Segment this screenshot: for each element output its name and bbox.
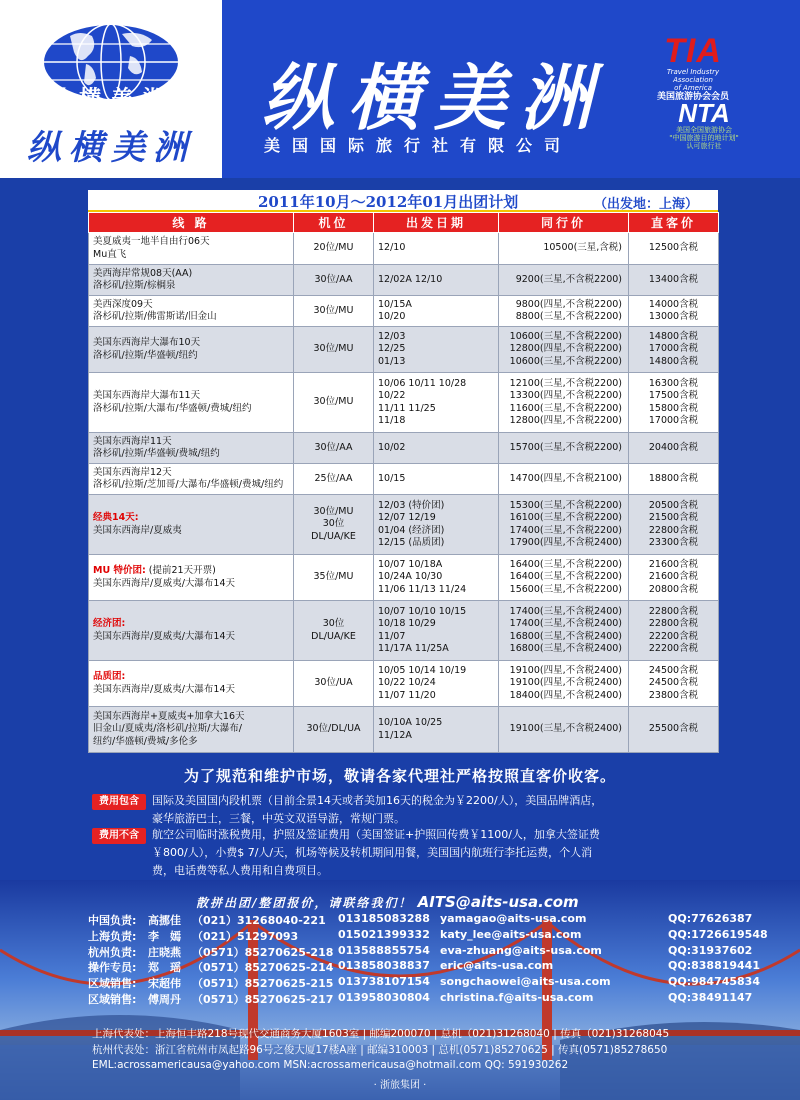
table-row — [89, 327, 719, 373]
direct-price-cell: 21600含税 21600含税 20800含税 — [629, 555, 719, 601]
header-dates: 出发日期 — [374, 213, 499, 233]
header — [0, 0, 800, 178]
contact-mobile: 013738107154 — [338, 975, 430, 989]
contact-mobile: 013858038837 — [338, 959, 430, 973]
trade-price-cell: 10600(三星,不含税2200) 12800(四星,不含税2200) 10600(三星,不含税2200) — [499, 327, 629, 373]
office-addresses — [92, 1027, 669, 1074]
direct-price-cell: 12500含税 — [629, 233, 719, 265]
dates-cell: 10/07 10/10 10/15 10/18 10/29 11/07 11/17A 11/25A — [374, 601, 499, 661]
route-text: 美国东西海岸/夏威夷/大瀑布14天 — [93, 683, 235, 695]
contact-qq: QQ:31937602 — [668, 943, 753, 957]
tia-line3: 美国旅游协会会员 — [656, 92, 729, 102]
dates-cell: 10/15 — [374, 464, 499, 495]
contact-qq: QQ:77626387 — [668, 912, 753, 925]
trade-price-cell: 9800(四星,不含税2200) 8800(三星,不含税2200) — [499, 296, 629, 327]
table-row — [89, 233, 719, 265]
table-row — [89, 265, 719, 296]
contact-qq: QQ:1726619548 — [668, 927, 768, 941]
tia-line1: Travel Industry Association — [666, 68, 720, 84]
trade-price-cell: 12100(三星,不含税2200) 13300(四星,不含税2200) 11600(三星,不含税2200) 12800(四星,不含税2200) — [499, 373, 629, 433]
logo — [0, 0, 222, 178]
dates-cell: 12/02A 12/10 — [374, 265, 499, 296]
contact-role: 中国负责: — [88, 914, 137, 927]
tour-table — [88, 212, 719, 753]
contact-name: 高挪佳 — [148, 914, 181, 927]
route-text: 美国东西海岸/夏威夷/大瀑布14天 — [93, 630, 235, 642]
direct-price-cell: 20500含税 21500含税 22800含税 23300含税 — [629, 495, 719, 555]
table-row — [89, 495, 719, 555]
contact-mobile: 013958030804 — [338, 990, 430, 1004]
table-row — [89, 433, 719, 464]
contact-qq: QQ:984745834 — [668, 975, 760, 989]
seat-cell: 30位/MU 30位 DL/UA/KE — [294, 495, 374, 555]
fee-excluded-text: 航空公司临时涨税费用，护照及签证费用（美国签证+护照回传费￥1100/人，加拿大签证费 ￥800/人），小费$ 7/人/天，机场等候及转机期间用餐，美国国内航班行李托运费，个人消 费，电话费等私人费用和自费项目。 — [152, 828, 600, 877]
route-cell: 美国东西海岸大瀑布10天 洛杉矶/拉斯/华盛顿/纽约 — [89, 327, 294, 373]
contact-mobile: 013588855754 — [338, 943, 430, 957]
brand-subtitle: 美国国际旅行社有限公司 — [264, 136, 573, 155]
contact-role: 区域销售: — [88, 977, 137, 991]
table-row — [89, 464, 719, 495]
route-cell — [89, 495, 294, 555]
direct-price-cell: 16300含税 17500含税 15800含税 17000含税 — [629, 373, 719, 433]
logo-big-text: 纵横美洲 — [27, 128, 195, 168]
direct-price-cell: 22800含税 22800含税 22200含税 22200含税 — [629, 601, 719, 661]
route-text: 美国东西海岸/夏威夷/大瀑布14天 — [93, 577, 235, 589]
direct-price-cell: 13400含税 — [629, 265, 719, 296]
contact-phone: （0571）85270625-215 — [192, 977, 334, 991]
contact-phone: （0571）85270625-214 — [192, 961, 334, 975]
contact-phone: （021）51297093 — [192, 929, 299, 943]
dates-cell: 10/05 10/14 10/19 10/22 10/24 11/07 11/20 — [374, 661, 499, 707]
dates-cell: 12/03 12/25 01/13 — [374, 327, 499, 373]
trade-price-cell: 19100(三星,不含税2400) — [499, 707, 629, 753]
table-row — [89, 373, 719, 433]
contact-heading — [196, 893, 579, 911]
route-cell: 美夏威夷一地半自由行06天 Mu直飞 — [89, 233, 294, 265]
seat-cell: 20位/MU — [294, 233, 374, 265]
contact-name: 傅周丹 — [148, 992, 181, 1006]
nta-line1: 美国全国旅游协会 — [676, 126, 732, 134]
contact-role: 上海负责: — [88, 929, 137, 943]
route-cell: 美西海岸常规08天(AA) 洛杉矶/拉斯/棕榈泉 — [89, 265, 294, 296]
contact-email[interactable]: katy_lee@aits-usa.com — [440, 927, 582, 941]
contact-email[interactable]: songchaowei@aits-usa.com — [440, 975, 611, 989]
route-cell — [89, 555, 294, 601]
dates-cell: 12/03 (特价团) 12/07 12/19 01/04 (经济团) 12/15 (品质团) — [374, 495, 499, 555]
route-text: 美国东西海岸/夏威夷 — [93, 524, 182, 536]
seat-cell: 30位/AA — [294, 265, 374, 296]
route-cell — [89, 661, 294, 707]
contact-email[interactable]: eva-zhuang@aits-usa.com — [440, 943, 602, 957]
contact-name: 庄晓燕 — [148, 945, 181, 959]
seat-cell: 30位 DL/UA/KE — [294, 601, 374, 661]
group-name: · 浙旅集团 · — [373, 1080, 427, 1091]
seat-cell: 25位/AA — [294, 464, 374, 495]
contact-role: 杭州负责: — [88, 945, 137, 959]
contact-phone: （0571）85270625-217 — [192, 992, 334, 1006]
table-row — [89, 707, 719, 753]
seat-cell: 30位/MU — [294, 296, 374, 327]
table-row — [89, 601, 719, 661]
route-cell — [89, 601, 294, 661]
contact-qq: QQ:838819441 — [668, 959, 760, 973]
brand-title: 纵横美洲 — [262, 55, 607, 140]
table-row — [89, 555, 719, 601]
route-cell: 美西深度09天 洛杉矶/拉斯/佛雷斯诺/旧金山 — [89, 296, 294, 327]
contact-email[interactable]: yamagao@aits-usa.com — [440, 912, 587, 925]
nta-line2: "中国旅游目的地计划" — [669, 134, 739, 142]
trade-price-cell: 17400(三星,不含税2400) 17400(三星,不含税2400) 16800(三星,不含税2400) 16800(三星,不含税2400) — [499, 601, 629, 661]
route-tag: MU 特价团: — [93, 565, 146, 576]
header-direct-price: 直客价 — [629, 213, 719, 233]
trade-price-cell: 10500(三星,含税) — [499, 233, 629, 265]
dates-cell: 10/10A 10/25 11/12A — [374, 707, 499, 753]
pricing-notice: 为了规范和维护市场，敬请各家代理社严格按照直客价收客。 — [183, 767, 616, 785]
hangzhou-office: 杭州代表处：浙江省杭州市凤起路96号之俊大厦17楼A座 | 邮编310003 | 总机(0571)85270625 | 传真(0571)85278650 — [92, 1043, 668, 1056]
seat-cell: 30位/UA — [294, 661, 374, 707]
nta-line3: 认可旅行社 — [686, 142, 722, 150]
trade-price-cell: 15700(三星,不含税2200) — [499, 433, 629, 464]
online-contacts: EML:acrossamericausa@yahoo.com MSN:acrossamericausa@hotmail.com QQ: 591930262 — [92, 1059, 569, 1071]
route-tag-note: (提前21天开票) — [145, 565, 216, 576]
tia-mark: TIA — [664, 32, 722, 70]
nta-mark: NTA — [678, 98, 730, 128]
table-row — [89, 296, 719, 327]
fee-included-label: 费用包含 — [92, 794, 146, 810]
trade-price-cell: 19100(四星,不含税2400) 19100(四星,不含税2400) 18400(四星,不含税2400) — [499, 661, 629, 707]
trade-price-cell: 16400(三星,不含税2200) 16400(三星,不含税2200) 15600(三星,不含税2200) — [499, 555, 629, 601]
header-trade-price: 同行价 — [499, 213, 629, 233]
direct-price-cell: 14800含税 17000含税 14800含税 — [629, 327, 719, 373]
nta-badge — [665, 100, 743, 150]
tia-line2: of America — [674, 84, 712, 92]
contact-email[interactable]: eric@aits-usa.com — [440, 959, 554, 973]
contact-role: 操作专员: — [88, 961, 137, 975]
seat-cell: 30位/AA — [294, 433, 374, 464]
contact-name: 宋超伟 — [148, 977, 181, 991]
route-tag: 品质团: — [93, 671, 126, 682]
direct-price-cell: 24500含税 24500含税 23800含税 — [629, 661, 719, 707]
direct-price-cell: 14000含税 13000含税 — [629, 296, 719, 327]
fee-excluded-label: 费用不含 — [92, 828, 146, 844]
dates-cell: 10/06 10/11 10/28 10/22 11/11 11/25 11/18 — [374, 373, 499, 433]
route-cell: 美国东西海岸11天 洛杉矶/拉斯/华盛顿/费城/纽约 — [89, 433, 294, 464]
seat-cell: 30位/DL/UA — [294, 707, 374, 753]
dates-cell: 12/10 — [374, 233, 499, 265]
route-tag: 经典14天: — [93, 512, 139, 523]
logo-small-text: 纵横美洲 — [46, 86, 175, 112]
contact-heading-text: 散拼出团/整团报价，请联络我们！ — [196, 896, 413, 910]
trade-price-cell: 14700(四星,不含税2100) — [499, 464, 629, 495]
dates-cell: 10/15A 10/20 — [374, 296, 499, 327]
route-cell: 美国东西海岸+夏威夷+加拿大16天 旧金山/夏威夷/洛杉矶/拉斯/大瀑布/ 纽约/华盛顿/费城/多伦多 — [89, 707, 294, 753]
trade-price-cell: 15300(三星,不含税2200) 16100(三星,不含税2200) 17400(三星,不含税2200) 17900(四星,不含税2400) — [499, 495, 629, 555]
seat-cell: 30位/MU — [294, 327, 374, 373]
contact-phone: （0571）85270625-218 — [192, 945, 334, 959]
header-seat: 机位 — [294, 213, 374, 233]
plan-title-bar — [88, 190, 718, 212]
shanghai-office: 上海代表处：上海恒丰路218号现代交通商务大厦1603室 | 邮编200070 | 总机（021)31268040 | 传真（021)31268045 — [92, 1028, 670, 1040]
contact-name: 郑 瑶 — [148, 961, 181, 975]
direct-price-cell: 20400含税 — [629, 433, 719, 464]
dates-cell: 10/02 — [374, 433, 499, 464]
plan-title: 2011年10月～2012年01月出团计划 — [258, 193, 519, 211]
plan-departure: （出发地：上海） — [594, 197, 699, 212]
route-cell: 美国东西海岸12天 洛杉矶/拉斯/芝加哥/大瀑布/华盛顿/费城/纽约 — [89, 464, 294, 495]
route-tag: 经济团: — [93, 618, 126, 629]
seat-cell: 30位/MU — [294, 373, 374, 433]
contact-qq: QQ:38491147 — [668, 990, 753, 1004]
contact-mobile: 013185083288 — [338, 912, 430, 925]
direct-price-cell: 25500含税 — [629, 707, 719, 753]
fee-included-text: 国际及美国国内段机票（目前全景14天或者美加16天的税金为￥2200/人），美国品牌酒店， 豪华旅游巴士，三餐，中英文双语导游，常规门票。 — [152, 794, 603, 825]
table-row — [89, 661, 719, 707]
header-route: 线 路 — [89, 213, 294, 233]
contact-email[interactable]: christina.f@aits-usa.com — [440, 990, 594, 1004]
route-cell: 美国东西海岸大瀑布11天 洛杉矶/拉斯/大瀑布/华盛顿/费城/纽约 — [89, 373, 294, 433]
direct-price-cell: 18800含税 — [629, 464, 719, 495]
contact-phone: （021）31268040-221 — [192, 914, 326, 927]
contact-role: 区域销售: — [88, 992, 137, 1006]
table-header-row — [89, 213, 719, 233]
tia-badge — [652, 34, 734, 103]
seat-cell: 35位/MU — [294, 555, 374, 601]
contact-name: 李 嫣 — [148, 929, 181, 943]
contact-mobile: 015021399332 — [338, 927, 430, 941]
contact-heading-email[interactable]: AITS@aits-usa.com — [417, 893, 579, 911]
dates-cell: 10/07 10/18A 10/24A 10/30 11/06 11/13 11/24 — [374, 555, 499, 601]
trade-price-cell: 9200(三星,不含税2200) — [499, 265, 629, 296]
